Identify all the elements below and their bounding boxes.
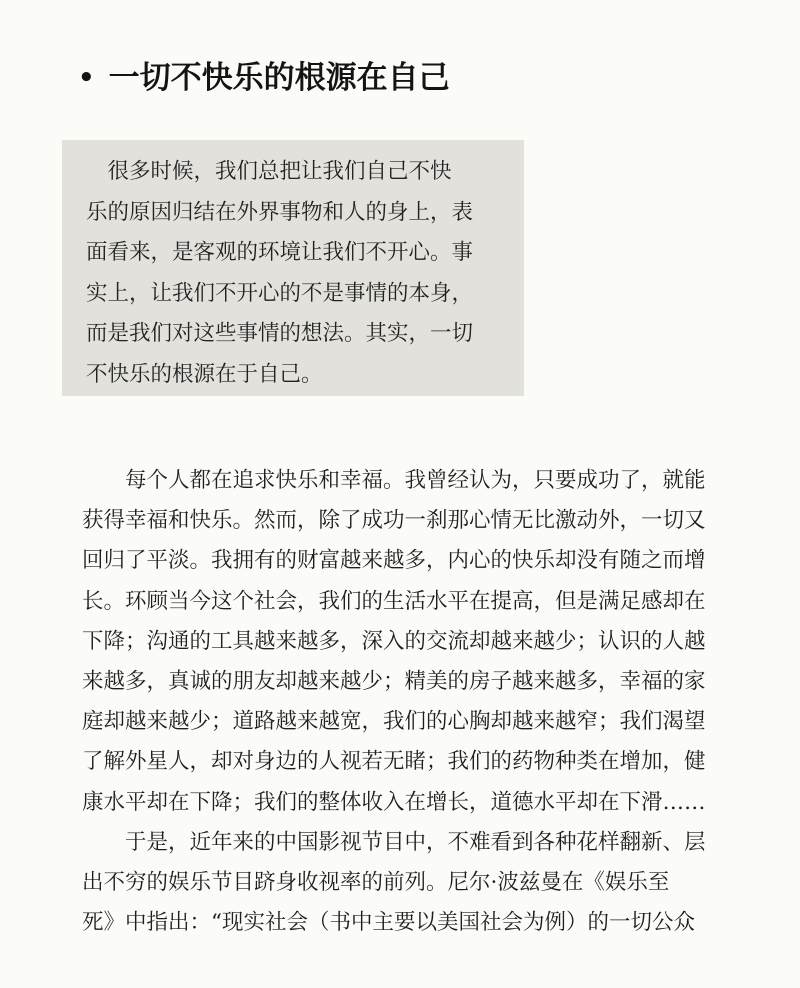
body-line: 于是，近年来的中国影视节目中，不难看到各种花样翻新、层 (82, 829, 706, 855)
body-line: 每个人都在追求快乐和幸福。我曾经认为，只要成功了，就能 (82, 468, 706, 493)
body-line: 庭却越来越少；道路越来越宽，我们的心胸却越来越窄；我们渴望 (82, 709, 706, 735)
section-title (78, 58, 450, 98)
body-line: 回归了平淡。我拥有的财富越来越多，内心的快乐却没有随之而增 (82, 548, 706, 574)
body-line: 下降；沟通的工具越来越多，深入的交流却越来越少；认识的人越 (82, 628, 706, 654)
intro-paragraph (86, 152, 506, 395)
body-line: 来越多，真诚的朋友却越来越少；精美的房子越来越多，幸福的家 (82, 669, 706, 695)
body-line: 长。环顾当今这个社会，我们的生活水平在提高，但是满足感却在 (82, 588, 706, 614)
body-line: 康水平却在下降；我们的整体收入在增长，道德水平却在下滑…… (82, 789, 706, 815)
intro-line: 面看来，是客观的环境让我们不开心。事 (86, 240, 474, 265)
body-line: 获得幸福和快乐。然而，除了成功一刹那心情无比激动外，一切又 (82, 508, 706, 534)
bullet-icon: • (78, 63, 95, 93)
body-line: 了解外星人，却对身边的人视若无睹；我们的药物种类在增加，健 (82, 749, 706, 775)
intro-line: 不快乐的根源在于自己。 (86, 361, 323, 387)
body-text (82, 461, 742, 943)
body-line: 死》中指出：“现实社会（书中主要以美国社会为例）的一切公众 (82, 910, 695, 936)
intro-line: 很多时候，我们总把让我们自己不快 (86, 159, 452, 184)
intro-line: 实上，让我们不开心的不是事情的本身， (86, 280, 474, 306)
intro-line: 乐的原因归结在外界事物和人的身上，表 (86, 199, 474, 225)
intro-line: 而是我们对这些事情的想法。其实，一切 (86, 321, 474, 346)
body-line: 出不穷的娱乐节目跻身收视率的前列。尼尔·波兹曼在《娱乐至 (82, 870, 670, 896)
section-title-text: 一切不快乐的根源在自己 (108, 60, 450, 96)
